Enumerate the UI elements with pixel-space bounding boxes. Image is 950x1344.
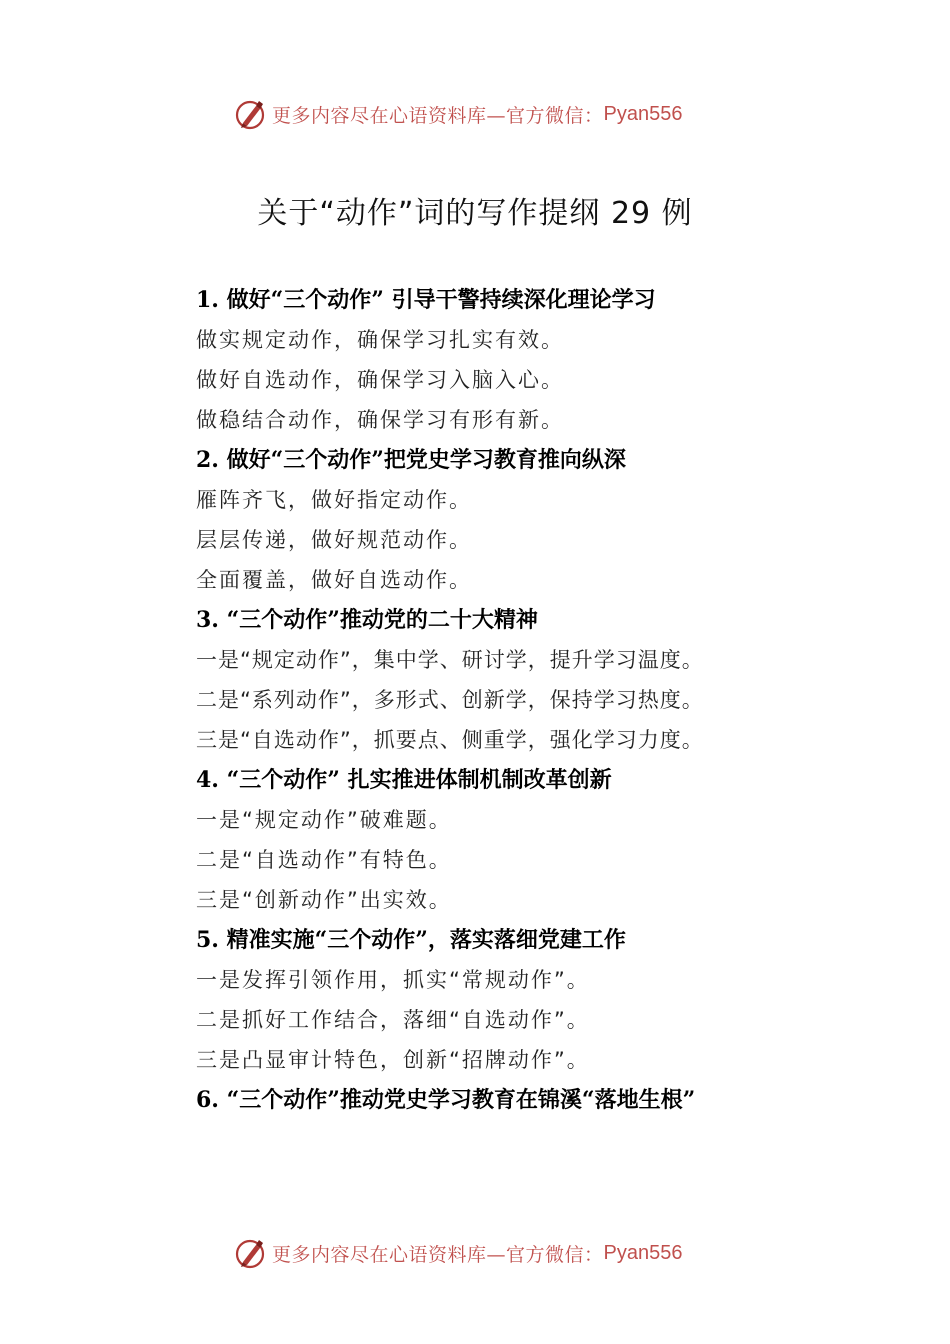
section-line: 一是“规定动作”，集中学、研讨学，提升学习温度。 (196, 648, 704, 672)
pen-logo-icon (232, 96, 268, 132)
outline-section-5 (196, 920, 836, 1080)
section-line: 做实规定动作，确保学习扎实有效。 (196, 328, 564, 352)
header-banner (232, 94, 752, 134)
section-heading: 3. “三个动作”推动党的二十大精神 (196, 607, 538, 633)
outline-section-6 (196, 1080, 836, 1120)
banner-wechat-id: Pyan556 (603, 102, 683, 125)
document-title: 关于“动作”词的写作提纲 29 例 (257, 196, 693, 231)
section-line: 一是发挥引领作用，抓实“常规动作”。 (196, 968, 590, 992)
section-line: 三是凸显审计特色，创新“招牌动作”。 (196, 1048, 590, 1072)
footer-banner (232, 1233, 752, 1273)
section-line: 三是“创新动作”出实效。 (196, 888, 452, 912)
section-heading: 1. 做好“三个动作” 引导干警持续深化理论学习 (196, 287, 656, 313)
outline-section-3 (196, 600, 836, 760)
section-heading: 5. 精准实施“三个动作”，落实落细党建工作 (196, 927, 626, 953)
section-line: 做稳结合动作，确保学习有形有新。 (196, 408, 564, 432)
section-line: 二是抓好工作结合，落细“自选动作”。 (196, 1008, 590, 1032)
banner-wechat-id: Pyan556 (603, 1241, 683, 1264)
outline-section-2 (196, 440, 836, 600)
section-heading: 6. “三个动作”推动党史学习教育在锦溪“落地生根” (196, 1087, 696, 1113)
outline-content (196, 280, 836, 1120)
section-heading: 2. 做好“三个动作”把党史学习教育推向纵深 (196, 447, 626, 473)
section-line: 二是“自选动作”有特色。 (196, 848, 452, 872)
section-line: 层层传递，做好规范动作。 (196, 528, 472, 552)
pen-logo-icon (232, 1235, 268, 1271)
banner-text: 更多内容尽在心语资料库—官方微信： (272, 104, 604, 127)
banner-text: 更多内容尽在心语资料库—官方微信： (272, 1243, 604, 1266)
section-line: 雁阵齐飞，做好指定动作。 (196, 488, 472, 512)
outline-section-4 (196, 760, 836, 920)
section-line: 三是“自选动作”，抓要点、侧重学，强化学习力度。 (196, 728, 704, 752)
section-line: 全面覆盖，做好自选动作。 (196, 568, 472, 592)
section-heading: 4. “三个动作” 扎实推进体制机制改革创新 (196, 767, 612, 793)
section-line: 一是“规定动作”破难题。 (196, 808, 452, 832)
outline-section-1 (196, 280, 836, 440)
section-line: 做好自选动作，确保学习入脑入心。 (196, 368, 564, 392)
section-line: 二是“系列动作”，多形式、创新学，保持学习热度。 (196, 688, 704, 712)
